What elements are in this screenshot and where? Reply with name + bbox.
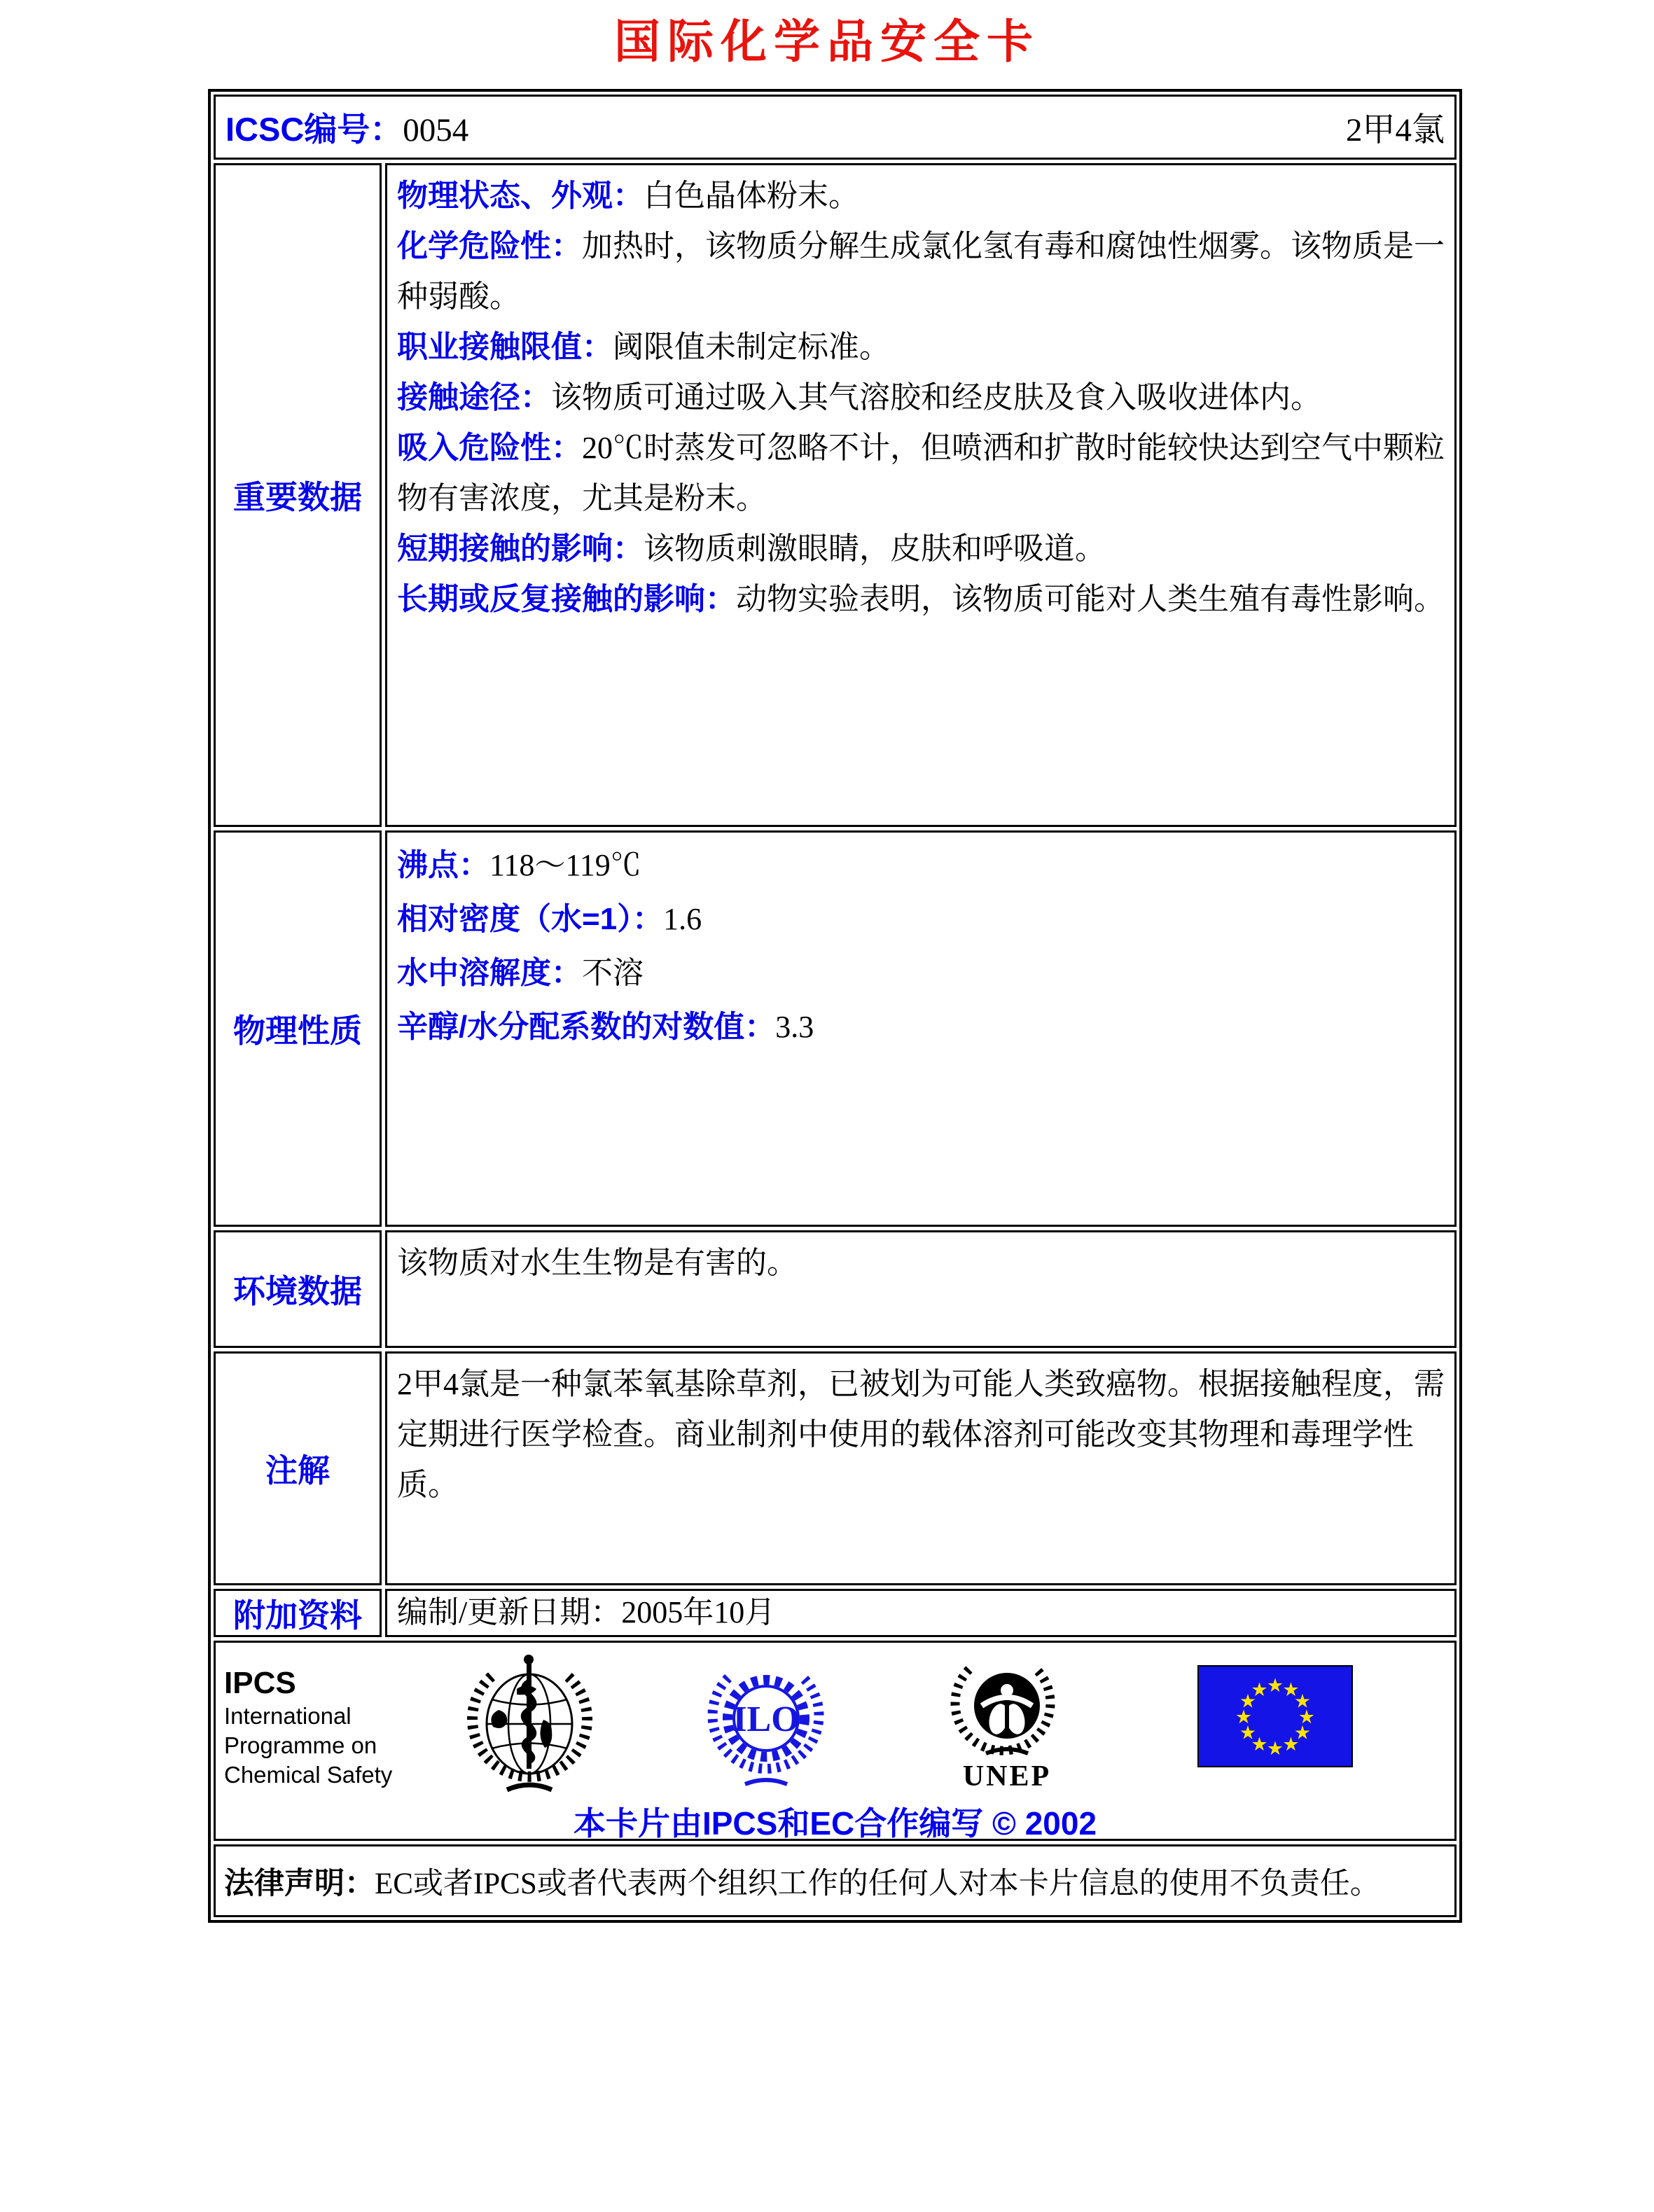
logos-cell [214, 1641, 1457, 1841]
item-label: 接触途径： [397, 380, 551, 415]
icsc-card-table [208, 89, 1462, 1923]
icsc-number-group [225, 104, 468, 151]
svg-text:★: ★ [1293, 1722, 1312, 1744]
item-text: 阈限值未制定标准。 [613, 330, 890, 364]
icsc-number-label: ICSC编号： [225, 111, 403, 148]
item-text: 动物实验表明，该物质可能对人类生殖有毒性影响。 [736, 582, 1445, 616]
svg-text:★: ★ [1251, 1679, 1268, 1701]
notes-content: 2甲4氯是一种氯苯氧基除草剂，已被划为可能人类致癌物。根据接触程度，需定期进行医学检查。商业制剂中使用的载体溶剂可能改变其物理和毒理学性质。 [385, 1351, 1457, 1585]
item-label: 化学危险性： [397, 229, 582, 263]
icsc-number-value: 0054 [403, 112, 469, 148]
item-label: 相对密度（水=1）： [397, 902, 664, 936]
important-item [397, 524, 1445, 574]
item-text: 该物质可通过吸入其气溶胶和经皮肤及食入吸收进体内。 [551, 380, 1321, 415]
item-label: 吸入危险性： [397, 431, 582, 465]
item-label: 物理状态、外观： [397, 179, 644, 213]
update-date-label: 编制/更新日期： [397, 1595, 622, 1629]
important-data-label: 重要数据 [214, 163, 382, 827]
caption-copyright: © 2002 [992, 1805, 1097, 1842]
notes-row [214, 1351, 1457, 1585]
ipcs-line: Chemical Safety [224, 1762, 393, 1788]
environmental-data-label: 环境数据 [214, 1230, 382, 1348]
item-label: 沸点： [397, 848, 489, 882]
item-text: 白色晶体粉末。 [644, 179, 859, 213]
item-text: 3.3 [775, 1010, 814, 1044]
header-row [214, 95, 1457, 160]
physical-item [397, 1000, 1445, 1054]
item-label: 水中溶解度： [397, 956, 582, 990]
item-text: 不溶 [582, 956, 644, 990]
important-item [397, 322, 1445, 373]
item-label: 长期或反复接触的影响： [397, 582, 736, 616]
ilo-logo-icon [706, 1658, 826, 1791]
important-item [397, 373, 1445, 423]
additional-info-label: 附加资料 [214, 1589, 382, 1637]
item-text: 20℃时蒸发可忽略不计，但喷洒和扩散时能较快达到空气中颗粒物有害浓度，尤其是粉末。 [397, 431, 1445, 515]
important-item [397, 574, 1445, 625]
ipcs-line: International [224, 1703, 352, 1729]
svg-text:★: ★ [1235, 1706, 1253, 1728]
legal-text: EC或者IPCS或者代表两个组织工作的任何人对本卡片信息的使用不负责任。 [375, 1867, 1380, 1900]
logos-row [214, 1641, 1457, 1841]
ipcs-acronym: IPCS [224, 1666, 296, 1700]
physical-item [397, 892, 1445, 946]
svg-text:★: ★ [1239, 1690, 1257, 1713]
additional-info-content [385, 1589, 1457, 1637]
svg-text:★: ★ [1282, 1734, 1300, 1755]
ilo-letters: ILO [732, 1699, 800, 1739]
who-logo-icon [465, 1653, 595, 1798]
important-item [397, 221, 1445, 322]
svg-text:★: ★ [1266, 1675, 1284, 1697]
environmental-data-row [214, 1230, 1457, 1348]
update-date-value: 2005年10月 [621, 1595, 776, 1629]
physical-item [397, 946, 1445, 1000]
svg-text:★: ★ [1266, 1738, 1284, 1760]
physical-properties-label: 物理性质 [214, 830, 382, 1227]
notes-label: 注解 [214, 1351, 382, 1585]
chemical-name: 2甲4氯 [1346, 112, 1445, 148]
cooperation-caption [216, 1798, 1454, 1844]
important-item [397, 171, 1445, 221]
additional-info-row [214, 1589, 1457, 1637]
item-label: 短期接触的影响： [397, 531, 644, 566]
item-text: 该物质刺激眼睛，皮肤和呼吸道。 [644, 531, 1106, 566]
important-data-content [385, 163, 1457, 827]
ipcs-text-block [224, 1665, 392, 1790]
item-label: 辛醇/水分配系数的对数值： [397, 1010, 776, 1044]
svg-text:★: ★ [1251, 1734, 1268, 1755]
item-text: 1.6 [663, 902, 702, 936]
ipcs-line: Programme on [224, 1732, 377, 1758]
caption-text: 本卡片由IPCS和EC合作编写 [573, 1805, 984, 1842]
eu-flag-icon [1197, 1665, 1353, 1767]
legal-label: 法律声明： [224, 1866, 375, 1900]
physical-item [397, 838, 1445, 892]
item-text: 加热时，该物质分解生成氯化氢有毒和腐蚀性烟雾。该物质是一种弱酸。 [397, 229, 1445, 314]
unep-wordmark: UNEP [962, 1760, 1052, 1793]
unep-logo-icon [950, 1654, 1064, 1759]
physical-properties-row [214, 830, 1457, 1227]
unep-logo-block [950, 1654, 1064, 1793]
svg-text:★: ★ [1293, 1690, 1312, 1713]
legal-row [214, 1844, 1457, 1917]
svg-text:★: ★ [1239, 1722, 1257, 1744]
important-item [397, 423, 1445, 524]
environmental-data-content: 该物质对水生生物是有害的。 [385, 1230, 1457, 1348]
header-cell [214, 95, 1457, 160]
physical-properties-content [385, 830, 1457, 1227]
item-label: 职业接触限值： [397, 330, 613, 364]
legal-cell [214, 1844, 1457, 1917]
svg-text:★: ★ [1298, 1706, 1316, 1728]
important-data-row [214, 163, 1457, 827]
page-title: 国际化学品安全卡 [614, 14, 1040, 69]
svg-text:★: ★ [1282, 1679, 1300, 1701]
item-text: 118～119℃ [489, 848, 641, 882]
